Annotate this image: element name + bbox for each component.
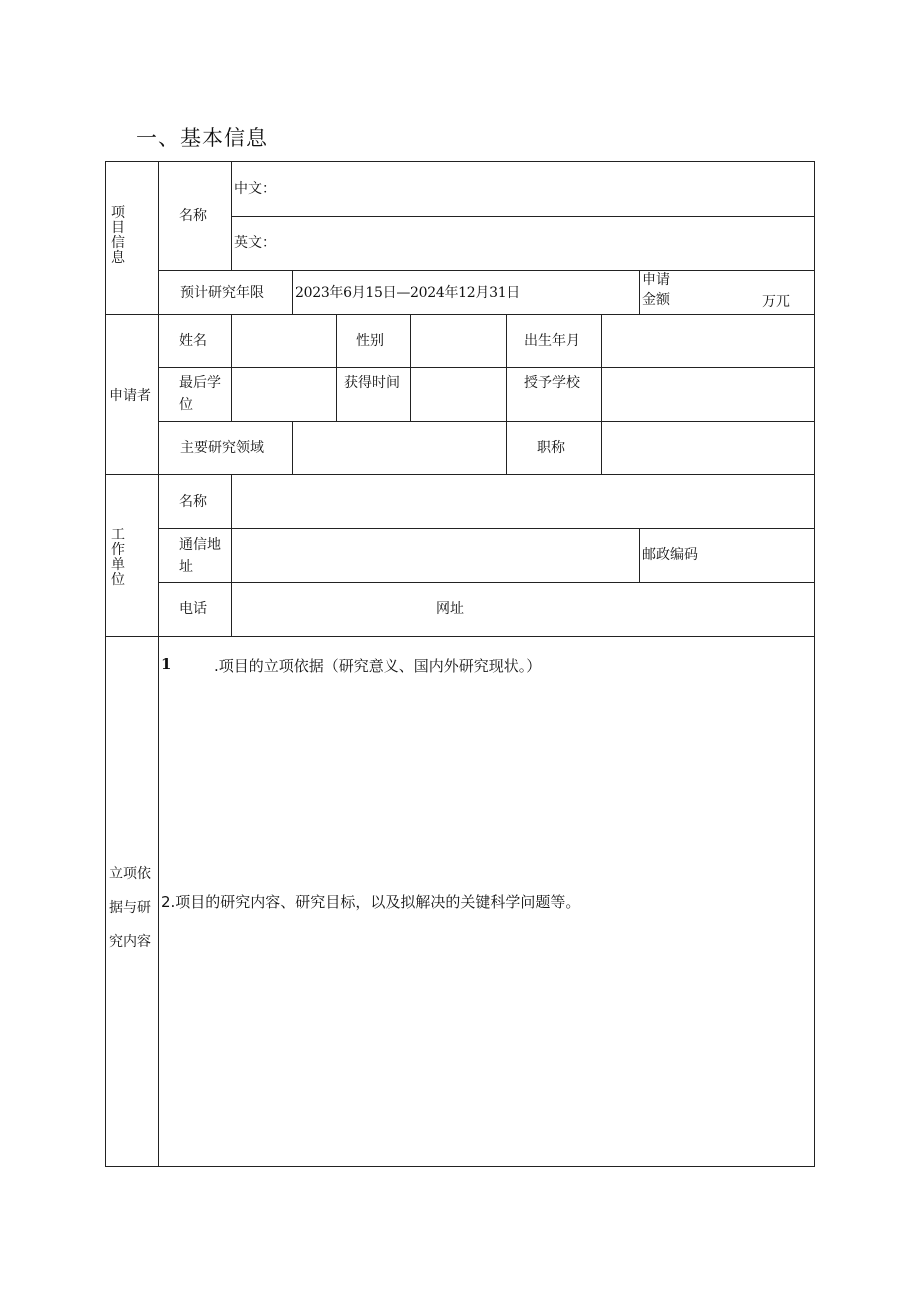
period-value: 2023年6月15日—2024年12月31日: [295, 285, 521, 301]
group-column-divider: [158, 161, 159, 1167]
chinese-name-label: 中文：: [234, 181, 276, 197]
project-name-label: 名称: [179, 208, 207, 224]
table-border-top: [105, 161, 815, 162]
obtain-time-label: 获得时间: [344, 375, 400, 391]
item2-heading: 2.项目的研究内容、研究目标，以及拟解决的关键科学问题等。: [161, 893, 581, 911]
item1-number: 1: [161, 655, 172, 673]
section-divider: [105, 474, 815, 475]
research-group-label-line: 据与研: [109, 900, 151, 916]
degree-label: 最后学位: [179, 375, 221, 413]
postcode-label: 邮政编码: [642, 547, 698, 563]
col-divider: [410, 314, 411, 421]
gender-label: 性别: [356, 333, 384, 349]
table-border-left: [105, 161, 106, 1167]
work-unit-label: 工作单位: [111, 527, 125, 588]
table-border-bottom: [105, 1166, 815, 1167]
row-divider: [158, 582, 814, 583]
col-divider: [231, 314, 232, 421]
item1-heading: .项目的立项依据（研究意义、国内外研究现状。）: [214, 657, 542, 675]
english-name-label: 英文：: [234, 235, 276, 251]
col-divider: [639, 528, 640, 582]
table-border-right: [814, 161, 815, 1167]
amount-unit: 万兀: [762, 294, 790, 310]
research-group-label-line: 究内容: [109, 934, 151, 950]
col-divider: [292, 421, 293, 474]
col-divider: [231, 161, 232, 270]
row-divider: [158, 367, 814, 368]
birth-label: 出生年月: [524, 333, 580, 349]
col-divider: [336, 314, 337, 421]
unit-name-label: 名称: [179, 494, 207, 510]
job-title-label: 职称: [537, 440, 565, 456]
row-divider: [158, 270, 814, 271]
page-title: 一、基本信息: [136, 126, 268, 150]
amount-label: 申请金额: [642, 272, 670, 308]
row-divider: [158, 528, 814, 529]
col-divider: [601, 314, 602, 474]
col-divider: [231, 474, 232, 636]
row-divider: [158, 421, 814, 422]
applicant-label: 申请者: [109, 388, 151, 404]
col-divider: [506, 314, 507, 474]
phone-label: 电话: [179, 601, 207, 617]
school-label: 授予学校: [524, 375, 580, 391]
period-label: 预计研究年限: [180, 285, 264, 301]
address-label: 通信地址: [179, 537, 221, 575]
col-divider: [639, 270, 640, 314]
research-field-label: 主要研究领域: [180, 440, 264, 456]
research-group-label-line: 立项依: [109, 866, 151, 882]
research-group-label: [109, 857, 151, 959]
col-divider: [292, 270, 293, 314]
row-divider: [231, 216, 814, 217]
project-info-label: 项目信息: [111, 205, 125, 266]
section-divider: [105, 314, 815, 315]
section-divider: [105, 636, 815, 637]
website-label: 网址: [436, 601, 464, 617]
name-label: 姓名: [179, 333, 207, 349]
